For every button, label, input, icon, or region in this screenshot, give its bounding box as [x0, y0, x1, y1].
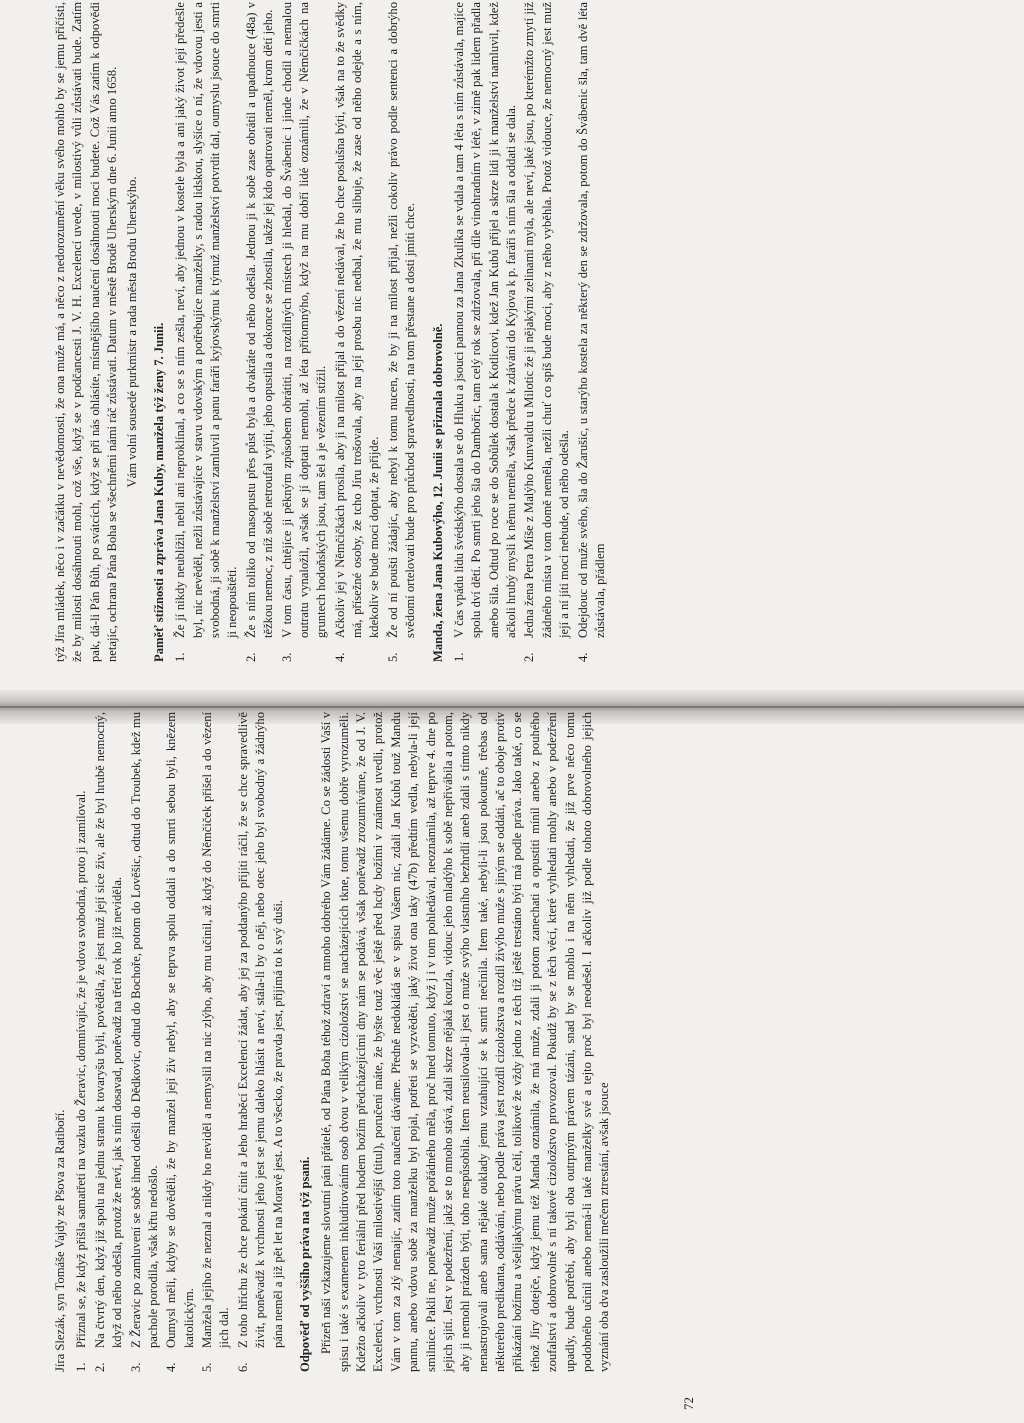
- body-paragraph: týž Jíra mládek, něco i v začátku v nevědomosti, že ona muže má, a něco z nedorozumění věku svého mohlo by se jemu přičísti, že by milosti dosáhnouti mohl, což vše, když se v podčancesti J. V. H. Excelencí uvede, v milostivý vůli zůstávati bude. Zatím pak, dá-li Pán Bůh, po svátcích, když se při nás ohlásíte, místnějšího naučení dosáhnouti moci budete. Což Vás zatím k odpovědi netajíc, ochrana Pána Boha se všechněmi námi ráč zůstávati. Datum v městě Brodě Uherským dne 6. Junii anno 1658.: [53, 2, 120, 662]
- item-number: 2.: [243, 652, 258, 662]
- item-text: V tom času, chtějíce ji pěkným způsobem obrátiti, na rozdílných místech ji hledal, do Švábenic i jinde chodil a nemalou outratu vynaložil, avšak se jí doptati nemohl, až léta přítomnýho, když na mu dobří lidé oznámili, že v Němčičkách na gruntech hodoňských jsou, tam šel a je vězením stížil.: [279, 2, 329, 638]
- page-number: 72: [681, 1397, 696, 1410]
- page-72-item-list: [73, 712, 287, 1372]
- list-item: [199, 712, 234, 1372]
- list-item: [451, 2, 521, 662]
- item-number: 5.: [200, 1362, 214, 1372]
- item-number: 2.: [92, 1362, 107, 1372]
- signature-line: Vám volní sousedé purkmistr a rada města Brodu Uherskýho.: [124, 176, 139, 488]
- page-72-intro: Jíra Slezák, syn Tomáše Vajdy ze Pšova za Ratiboří.: [53, 1109, 67, 1372]
- page-73: [52, 2, 972, 662]
- item-number: 5.: [385, 652, 400, 662]
- list-item: [332, 2, 384, 662]
- item-number: 4.: [332, 652, 347, 662]
- item-text: Odejdouc od muže svého, šla do Žarušic, u starýho kostela za některý den se zdržovala, potom do Švábenic šla, tam dvě léta zůstávala, přádlem: [575, 2, 607, 638]
- item-number: 4.: [164, 1362, 179, 1372]
- list-item: [172, 2, 242, 662]
- body-paragraph: Přízeň naši vzkazujeme slovutní páni přátelé, od Pána Boha téhož zdraví a mnoho dobrého Vám žádáme. Co se žádosti Vaší v spisu i také s examenem inkludírováním osob dvou v velikým cizoložství se nacházejících tkne, tomu všemu dobře vyrozuměli. Kdežto ačkoliv v tyto feriální před hodem božím předcházejícími dny nám se podává, však poněvadž zrozumíváme, že od J. V. Excelenci, vrchnosti Vaší milostivější (titul), poručení máte, že byšte touž věc ještě před hcdy božími v známost uvedli, protož Vám v tom za zlý nemajíc, zatím toto naučení dáváme. Předně nedokládá se v spisu Vašem nic, zdali Jan Kubů touž Mandu pannu, anebo vdovu sobě za manželku byl pojal, potřeti se vyzvěděti, jaký život ona taky (47b) předtím vedla, nebyla-li její smilnice. Pakli ne, poněvadž muže pořádného měla, proč hned tomuto, když j i v tom pohledával, neoznámila, až teprve 4. dne po jejich sjití. Jest v podezření, jakž se to mnoho stává, zdali skrze nějaká kouzla, vidouc jeho mladýho k sobě nepřivábila a potom, aby ji nemohl prázden býti, toho nespůsobila. Item neusilovala-li jest o muže svýho vlastního bezhrdlí aneb zdali s tímto nikdy nenastrojovali aneb sama nějaké ouklady jemu vztahující se k smrti nečinila. Item také, nebyli-li jsou pokoutně, třebas od některého predikanta, oddáváni, nebo podle práva jest rozdíl cizoložstva a rozdíl živýho muže s jiným se oddáti, ač to oboje protiv přikázání božímu a všelijakýmu právu čelí, tolikové že vždy jedno z těch tíž ještě trestáno býti má podle práva. Jako také, co se téhož Jíry dotejče, když jemu též Manda oznámila, že má muže, zdali ji potom zanechati a opustiti mínil anebo z pouhého zoufalství a dobrovolně s ní takové cizoložstvo provozoval. Pokudž by se z těch věcí, které vyhledati mohly anebo v podezření upadly, bude potřebí, aby byli oba outrpným právem tázáni, snad by se mohlo i na něm vyhledati, že již prve něco tomu podobného učinil anebo nemá-li také manželky své a tejto proč byl neodešel. I ačkoliv již podle tohoto dobrovolného jejich vyznání oba dva zasloužili mečem ztrestání, avšak jsouce: [319, 712, 612, 1372]
- item-number: 3.: [279, 652, 294, 662]
- list-item: [235, 712, 287, 1372]
- item-number: 6.: [235, 1362, 250, 1372]
- list-item: [521, 2, 573, 662]
- item-number: 3.: [128, 1362, 143, 1372]
- list-item: [163, 712, 198, 1372]
- section-heading: Manda, žena Jana Kubovýho, 12. Junii se přiznala dobrovolně.: [430, 323, 445, 662]
- list-item: [279, 2, 331, 662]
- page-73-item-list-2: [451, 2, 609, 662]
- list-item: [575, 2, 610, 662]
- item-number: 2.: [522, 652, 537, 662]
- list-item: [73, 712, 90, 1372]
- item-text: Že jí nikdy neublížil, nebil ani neproklínal, a co se s ním zešla, neví, aby jednou v kostele byla a ani jaký život její předešle byl, nic nevěděl, nežli zůstávajíce v stavu vdovským a potřebujíce manželky, s radou lidskou, slyšíce o ní, že vdovou jesti a svobodná, ji sobě k manželství zamluvil a panu faráři kyjovskýmu k týmuž manželství potvrdit dal, oumyslu jsouce do smrti ji neopouštěti.: [173, 2, 240, 638]
- item-text: Z Žeravic po zamluvení se sobě ihned odešli do Dědkovic, odtud do Bochoře, potom do Lověšic, odtud do Troubek, kdež mu pachole porodila, však křtu nedošlo.: [128, 712, 160, 1348]
- item-text: Že s ním toliko od masopustu přes půst byla a dvakráte od něho odešla. Jednou ji k sobě zase obrátil a upadnouce (48a) v těžkou nemoc, z níž sobě netroufal vyjíti, jeho opustila a dokonce se zhostila, takže jej kdo opatrovati neměl, krom dětí jeho.: [243, 2, 276, 638]
- page-73-item-list-1: [172, 2, 419, 662]
- item-text: V čas vpádu lidu švédskýho dostala se do Hluku a jsouci pannou za Jana Zkulíka se vdala a tam 4 léta s ním zůstávala, majíce spolu dví dětí. Po smrti jeho šla do Dambořic, tam celý rok se zdržovala, při díle vinohradním v létě, v zimě pak lidem přadla anebo šila. Odtud po roce se do Sobůlek dostala k Kotlicovi, kdež Jan Kubů přijel a skrze lidi ji k manželství namluvil, kdež ačkoli hrubý mysli k němu neměla, však předce k zdávání do Kyjova k p. faráři s ním šla a oddati se dala.: [451, 2, 518, 638]
- item-text: Přiznal se, že když přišla samatřetí na vazku do Žeravic, domnívajíc, že je vdova svobodná, proto ji zamiloval.: [74, 790, 89, 1348]
- item-text: Z toho hříchu že chce pokání činit a Jeho hraběcí Excelencí žádat, aby jej za poddanýho přijíti ráčil, že se chce spravedlivě živit, poněvadž k vrchnosti jeho jest se jemu daleko hlásit a neví, stála-li by o něj, nebo otec jeho byl svobodný a žádnýho pána neměl a již pět let na Moravě jest. A to všecko, že pravda jest, přijímá to k svý duši.: [235, 712, 285, 1348]
- page-72: [52, 712, 972, 1410]
- item-number: 4.: [575, 652, 590, 662]
- item-number: 1.: [173, 652, 188, 662]
- item-text: Oumysl měli, kdyby se dověděli, že by manžel její živ nebyl, aby se teprva spolu oddali a do smrti sebou byli, knězem katolickým.: [164, 712, 196, 1348]
- item-text: Ačkoliv jej v Němčičkách prosila, aby ji na milost přijal a do vězení nedával, že ho chce poslušna býti, však na to že svědky má, přísežné osoby, že tcho Jíru trošovala, aby na její prosbu nic nedbal, že mu slibuje, že zase od něho odejde a s ním, kdekoliv se bude moci doptat, že přijde.: [332, 2, 382, 638]
- list-item: [243, 2, 278, 662]
- item-text: Na čtvrtý den, když již spolu na jednu stranu k tovaryšu byli, pověděla, že jest muž její sice živ, ale že byl hrubě nemocný, když od něho odešla, protož že neví, jak s ním dosavad, poněvadž na třetí rok ho již neviděla.: [92, 712, 125, 1348]
- item-number: 1.: [74, 1362, 89, 1372]
- item-text: Manžela jejího že neznal a nikdy ho neviděl a nemyslil na nic zlýho, aby mu učinil, až když do Němčiček přišel a do vězení jich dal.: [200, 712, 232, 1348]
- section-heading: Odpověď od vyššího práva na týž psaní.: [297, 1156, 312, 1372]
- item-text: Jedna žena Petra Míše z Malýho Kunvaldu u Milotic že ji nějakými zelinami myla, ale neví, jaké jsou, po kterémžto zmytí již žádného místa v tom domě neměla, nežli chuť co spíš bude moci, aby z něho vyběhla. Protož vidouce, že nemocný jest muž její a ní jíti moci nebude, od něho odešla.: [522, 2, 572, 638]
- item-number: 1.: [451, 652, 466, 662]
- gutter-line: [0, 706, 1024, 708]
- list-item: [385, 2, 420, 662]
- section-heading: Paměť stížnosti a zpráva Jana Kuby, manžela týž ženy 7. Junii.: [151, 322, 166, 662]
- item-text: Že od ní poušti žádajíc, aby nebyl k tomu nucen, že by ji na milost přijal, nežli cokoliv právo podle sentenci a dobrýho svědomí ortelovati bude pro průchod spravedlnosti, na tom přestane a dosti jmíti chce.: [385, 2, 418, 638]
- list-item: [92, 712, 127, 1372]
- list-item: [128, 712, 163, 1372]
